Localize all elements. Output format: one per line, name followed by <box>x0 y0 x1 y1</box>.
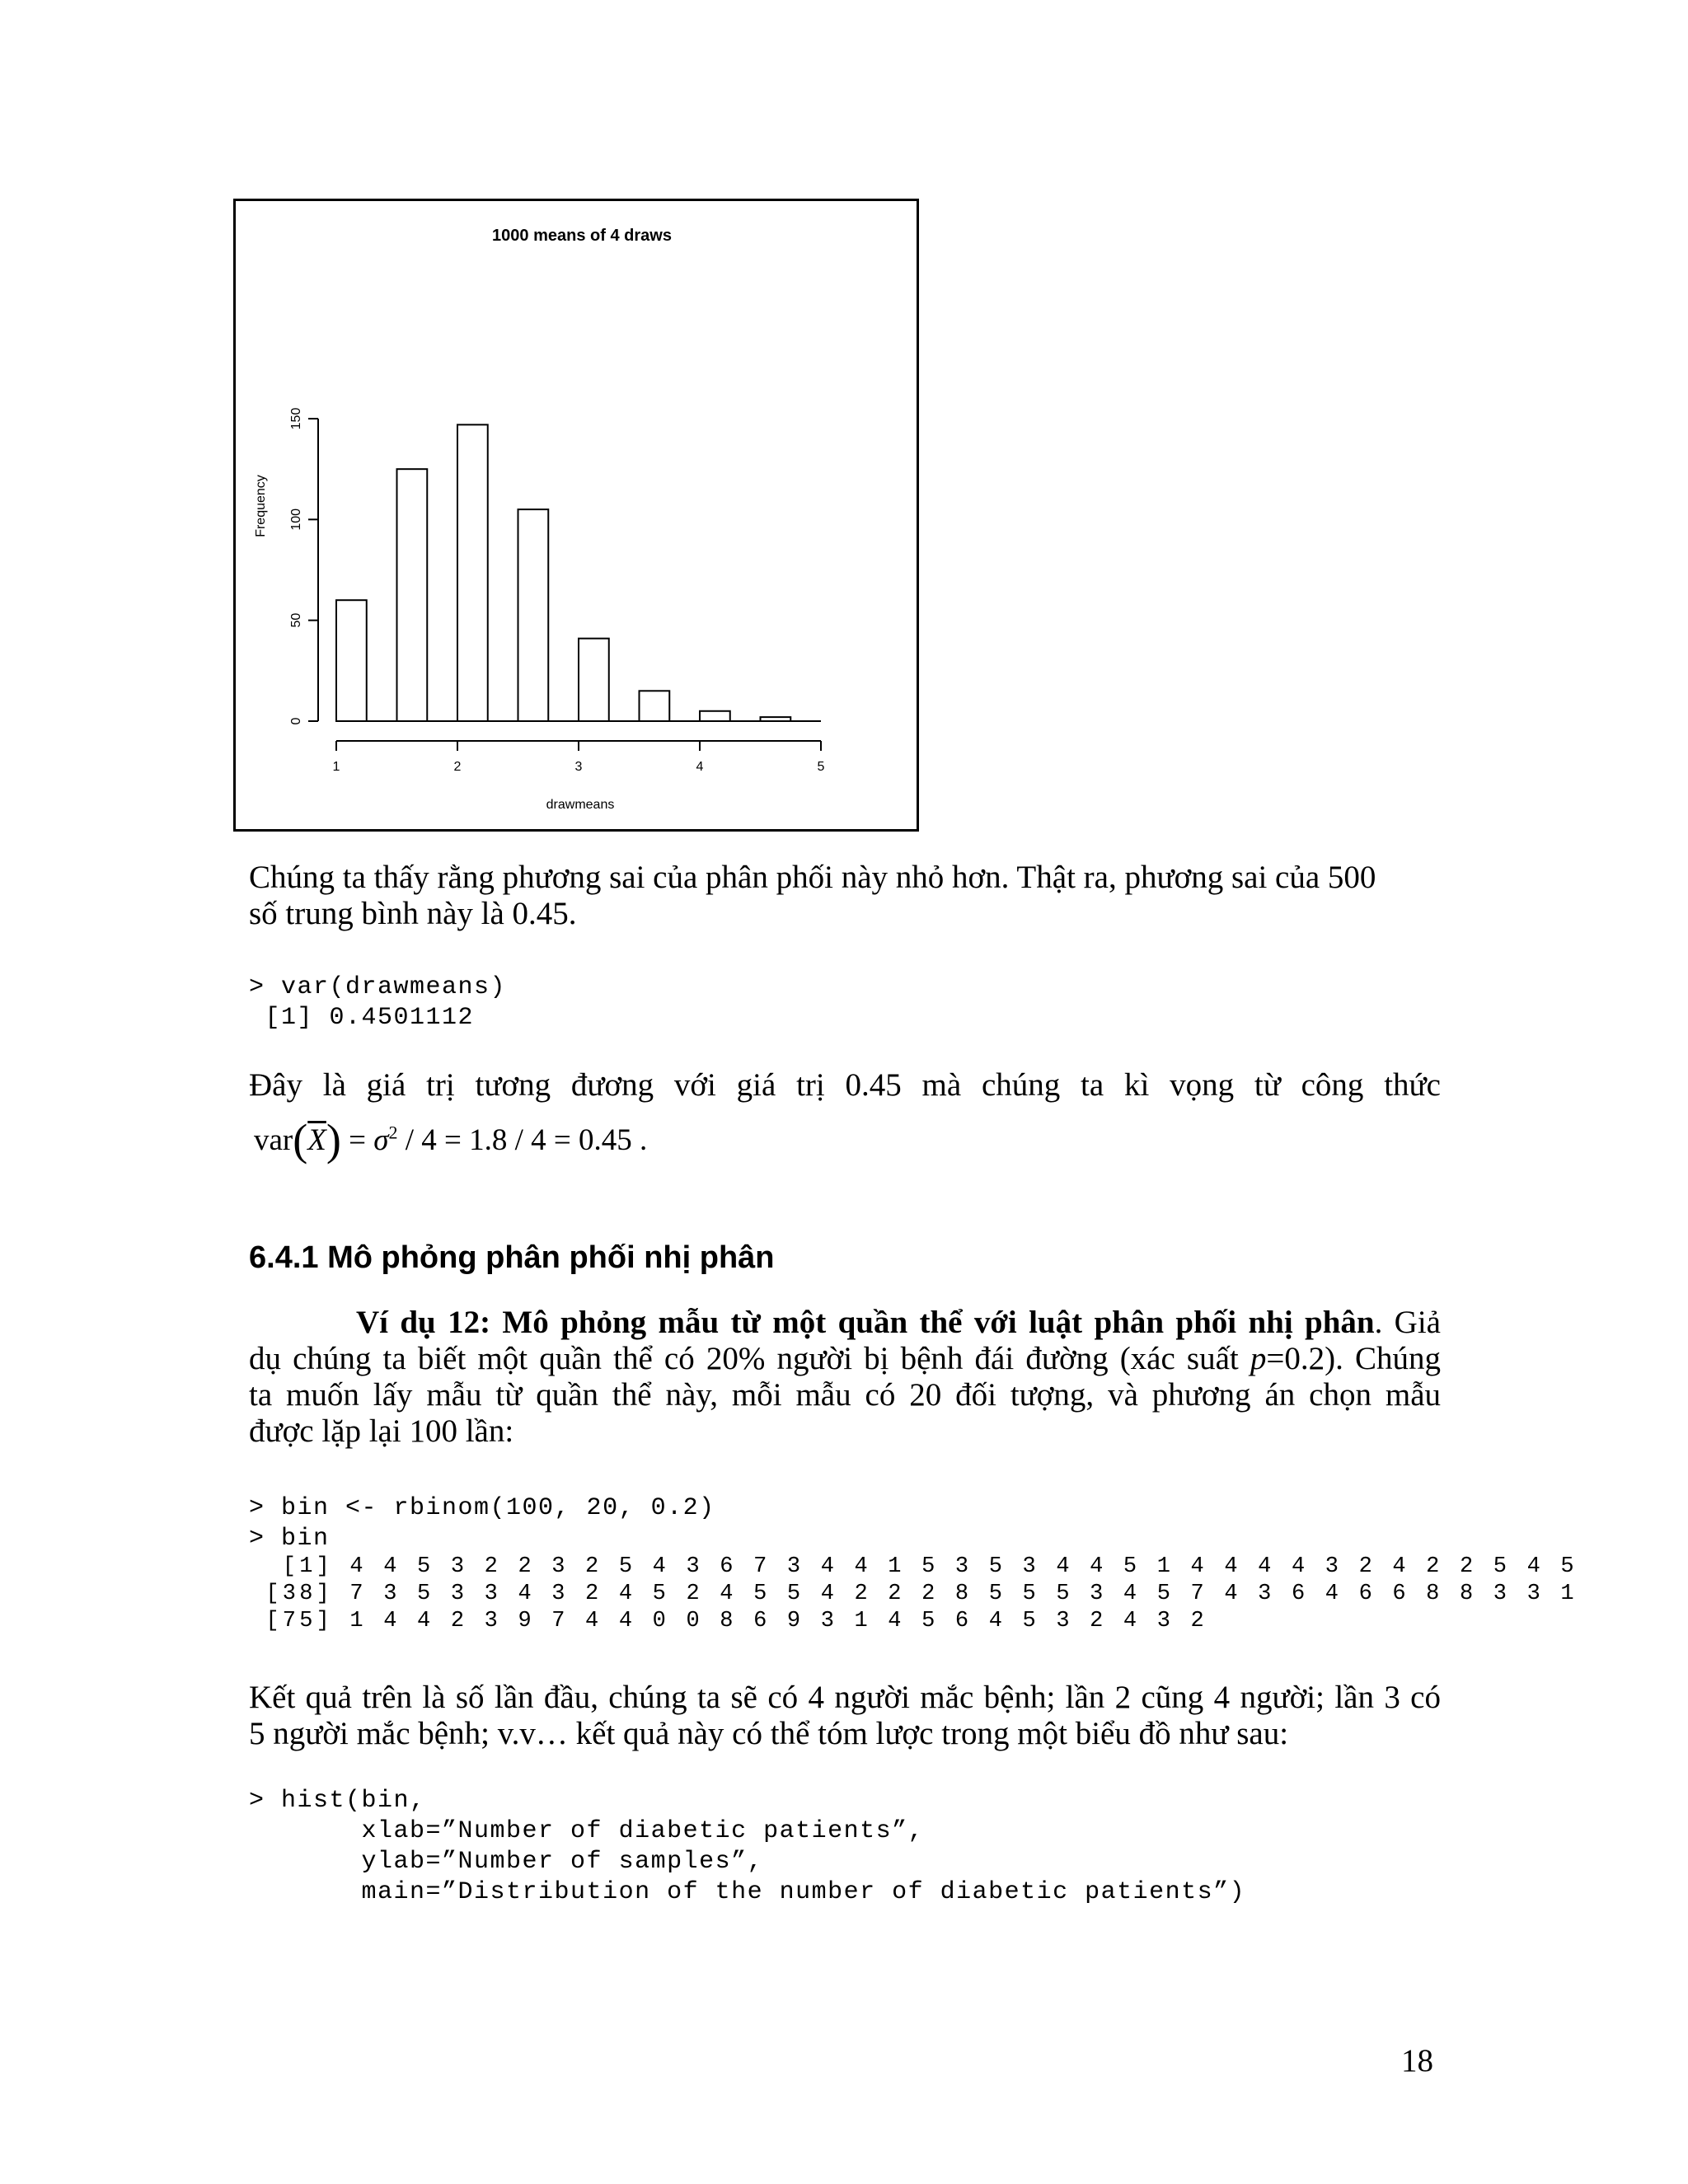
paragraph-line: số trung bình này là 0.45. <box>249 896 577 931</box>
paragraph-text: =0.2). Chúng <box>1266 1341 1441 1376</box>
paragraph-line: được lặp lại 100 lần: <box>249 1413 514 1449</box>
paragraph-expected-variance <box>249 1067 1441 1104</box>
y-axis-label: Frequency <box>254 475 268 537</box>
histogram-bar <box>579 639 609 721</box>
histogram-bar <box>640 691 670 721</box>
x-axis <box>333 741 825 774</box>
x-tick-label: 3 <box>574 760 583 774</box>
y-tick-label: 150 <box>289 407 303 430</box>
formula-xbar: $\overline{X}$ <box>307 1123 326 1157</box>
section-heading: 6.4.1 Mô phỏng phân phối nhị phân <box>249 1240 775 1275</box>
formula-close-paren: ) <box>326 1115 341 1165</box>
code-output-bin: [1] 4 4 5 3 2 2 3 2 5 4 3 6 7 3 4 4 1 5 3 5 3 4 4 5 1 4 4 4 4 3 2 4 2 2 5 4 5 [38] 7 3 5 3 3 4 3 2 4 5 2 4 5 5 4 2 2 2 8 5 5 5 3 4 5 7 4 3 6 4 6 6 8 8 3 3 1 [75] 1 4 4 2 3 9 7 4 4 0 0 8 6 9 3 1 4 5 6 4 5 3 2 4 3 2 <box>265 1554 1578 1633</box>
paragraph-line: Đây là giá trị tương đương với giá trị 0.45 mà chúng ta kì vọng từ công thức <box>249 1067 1441 1103</box>
y-tick-label: 50 <box>289 612 303 628</box>
paragraph-line: Chúng ta thấy rằng phương sai của phân phối này nhỏ hơn. Thật ra, phương sai của 500 <box>249 860 1376 895</box>
probability-symbol: p <box>1250 1341 1267 1376</box>
histogram-bar <box>518 509 549 721</box>
formula-exponent: 2 <box>388 1122 398 1143</box>
formula-var: var <box>254 1123 293 1157</box>
x-tick-label: 4 <box>696 760 704 774</box>
histogram-bar <box>397 469 428 721</box>
y-tick-label: 100 <box>289 508 303 531</box>
x-tick-label: 1 <box>332 760 340 774</box>
paragraph-line: Kết quả trên là số lần đầu, chúng ta sẽ có 4 người mắc bệnh; lần 2 cũng 4 người; lần 3 có <box>249 1680 1441 1715</box>
code-block-var: > var(drawmeans) [1] 0.4501112 <box>249 973 507 1032</box>
example-title: Ví dụ 12: Mô phỏng mẫu từ một quần thể với luật phân phối nhị phân <box>356 1305 1375 1340</box>
x-tick-label: 2 <box>453 760 462 774</box>
code-block-rbinom: > bin <- rbinom(100, 20, 0.2) > bin <box>249 1494 715 1553</box>
paragraph-line <box>249 1305 1441 1341</box>
code-block-hist: > hist(bin, xlab=”Number of diabetic patients”, ylab=”Number of samples”, main=”Distribution of the number of diabetic patients”) <box>249 1787 1246 1906</box>
paragraph-text: dụ chúng ta biết một quần thể có 20% người bị bệnh đái đường (xác suất <box>249 1341 1250 1376</box>
histogram-chart <box>236 201 917 829</box>
x-axis-label: drawmeans <box>546 798 615 812</box>
paragraph-result-summary <box>249 1680 1441 1752</box>
formula-equals: = <box>340 1123 374 1157</box>
formula-open-paren: ( <box>293 1115 308 1165</box>
histogram-figure <box>233 199 919 832</box>
variance-formula <box>254 1114 647 1165</box>
paragraph-text: . Giả <box>1374 1305 1441 1340</box>
histogram-bars <box>336 424 821 721</box>
paragraph-line: 5 người mắc bệnh; v.v… kết quả này có thể tóm lược trong một biểu đồ như sau: <box>249 1716 1289 1751</box>
formula-rest: / 4 = 1.8 / 4 = 0.45 . <box>397 1123 648 1157</box>
y-axis <box>289 408 318 725</box>
histogram-bar <box>700 711 730 721</box>
page-number: 18 <box>1401 2043 1433 2079</box>
paragraph-line: ta muốn lấy mẫu từ quần thể này, mỗi mẫu có 20 đối tượng, và phương án chọn mẫu <box>249 1377 1441 1413</box>
histogram-bar <box>457 424 488 721</box>
formula-sigma: σ <box>373 1123 389 1157</box>
chart-title: 1000 means of 4 draws <box>492 227 672 245</box>
paragraph-variance-intro <box>249 860 1441 932</box>
x-tick-label: 5 <box>817 760 825 774</box>
paragraph-line <box>249 1341 1441 1377</box>
paragraph-example-12 <box>249 1305 1441 1450</box>
y-tick-label: 0 <box>289 717 303 725</box>
histogram-bar <box>336 600 367 721</box>
